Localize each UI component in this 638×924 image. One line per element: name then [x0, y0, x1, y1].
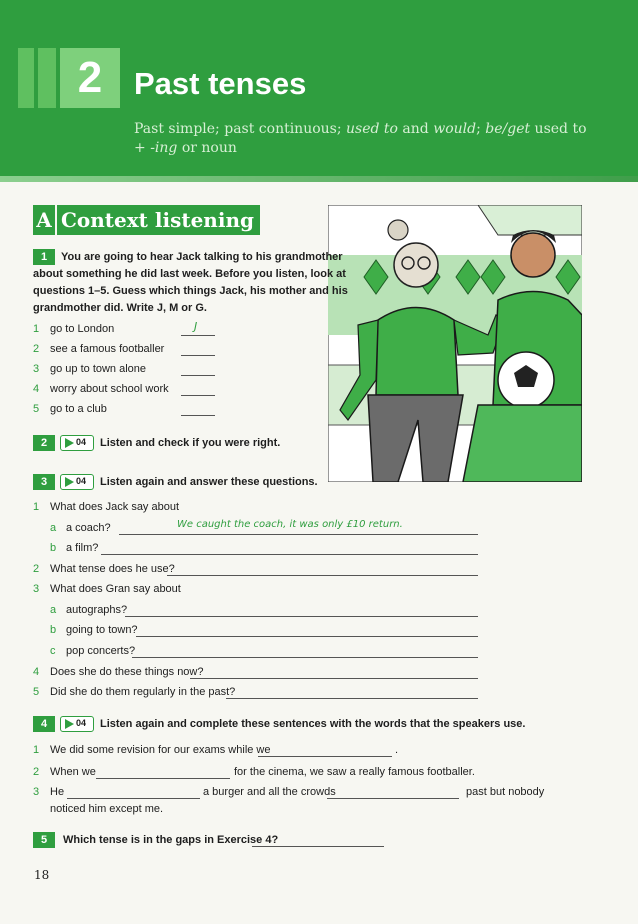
subtitle-part: used to [346, 121, 398, 137]
ex1-instruction-line: questions 1–5. Guess which things Jack, his mother and his [33, 285, 348, 297]
header-decor-bar [38, 48, 56, 108]
gap-blank[interactable] [96, 778, 230, 779]
item-number: 2 [33, 563, 40, 575]
subtitle-part: or noun [177, 140, 237, 156]
ex1-item-text: worry about school work [50, 383, 169, 395]
item-number: 1 [33, 501, 40, 513]
ex4-instruction: Listen again and complete these sentences with the words that the speakers use. [100, 718, 526, 730]
ex1-item-text: see a famous footballer [50, 343, 165, 355]
ex4-sentence: When we [50, 766, 96, 778]
item-number: 4 [33, 666, 40, 678]
ex1-instruction-line: grandmother did. Write J, M or G. [33, 302, 207, 314]
subtitle-part: be/get [485, 121, 531, 137]
track-number: 04 [76, 437, 87, 447]
sub-letter: b [50, 542, 57, 554]
ex4-sentence: . [395, 744, 399, 756]
play-icon [65, 477, 74, 487]
item-number: 4 [33, 383, 40, 395]
ex3-question: What does Jack say about [50, 501, 180, 513]
ex4-sentence: past but nobody [466, 786, 545, 798]
sub-letter: a [50, 522, 57, 534]
sub-letter: c [50, 645, 56, 657]
ex3-question: pop concerts? [66, 645, 136, 657]
answer-line[interactable] [226, 698, 478, 699]
play-icon [65, 438, 74, 448]
ex1-item-text: go to a club [50, 403, 107, 415]
audio-track-button[interactable] [60, 435, 94, 451]
ex5-instruction: Which tense is in the gaps in Exercise 4? [63, 834, 279, 846]
subtitle-part: ; [476, 121, 486, 137]
subtitle-part: Past simple; past continuous; [134, 121, 347, 137]
item-number: 1 [33, 744, 40, 756]
unit-subtitle [134, 120, 594, 158]
answer-blank[interactable] [181, 395, 215, 396]
answer-line[interactable] [136, 636, 478, 637]
answer-line[interactable] [167, 575, 478, 576]
ex1-instruction-line: You are going to hear Jack talking to his grandmother [61, 251, 343, 263]
answer-blank[interactable] [181, 415, 215, 416]
sub-letter: a [50, 604, 57, 616]
ex1-item-text: go to London [50, 323, 115, 335]
header-decor-bar [18, 48, 34, 108]
answer-blank[interactable] [181, 335, 215, 336]
item-number: 3 [33, 786, 40, 798]
track-number: 04 [76, 718, 87, 728]
answer-line[interactable] [190, 678, 478, 679]
answer-blank[interactable] [181, 375, 215, 376]
exercise-2-badge: 2 [33, 435, 55, 451]
exercise-3-badge: 3 [33, 474, 55, 490]
unit-header [0, 0, 638, 176]
section-name: Context listening [57, 205, 260, 235]
section-letter: A [33, 205, 55, 235]
ex3-question: autographs? [66, 604, 128, 616]
answer-line[interactable] [252, 846, 384, 847]
gap-blank[interactable] [327, 798, 459, 799]
audio-track-button[interactable] [60, 474, 94, 490]
item-number: 2 [33, 766, 40, 778]
answer-line[interactable] [101, 554, 478, 555]
ex1-instruction-line: about something he did last week. Before you listen, look at [33, 268, 346, 280]
subtitle-part: and [397, 121, 434, 137]
section-title [33, 205, 260, 235]
subtitle-part: would [433, 121, 477, 137]
ex3-question: going to town? [66, 624, 138, 636]
item-number: 1 [33, 323, 40, 335]
answer-blank[interactable] [181, 355, 215, 356]
exercise-1-badge: 1 [33, 249, 55, 265]
unit-title: Past tenses [134, 66, 307, 101]
answer-line[interactable] [119, 534, 478, 535]
ex4-sentence: a burger and all the crowds [203, 786, 336, 798]
item-number: 5 [33, 686, 40, 698]
ex3-question: a coach? [66, 522, 111, 534]
item-number: 2 [33, 343, 40, 355]
grandmother-and-boy-illustration [328, 205, 582, 482]
ex4-sentence: We did some revision for our exams while we [50, 744, 271, 756]
unit-number: 2 [60, 48, 120, 108]
item-number: 5 [33, 403, 40, 415]
ex4-sentence: He [50, 786, 65, 798]
track-number: 04 [76, 476, 87, 486]
answer-line[interactable] [125, 616, 478, 617]
ex3-handwritten-answer: We caught the coach, it was only £10 return. [177, 519, 403, 530]
gap-blank[interactable] [67, 798, 200, 799]
ex1-item-text: go up to town alone [50, 363, 147, 375]
item-number: 3 [33, 363, 40, 375]
exercise-4-badge: 4 [33, 716, 55, 732]
ex3-question: What tense does he use? [50, 563, 175, 575]
audio-track-button[interactable] [60, 716, 94, 732]
ex3-question: What does Gran say about [50, 583, 181, 595]
header-stripe [0, 176, 638, 182]
gap-blank[interactable] [258, 756, 392, 757]
ex3-question: Did she do them regularly in the past? [50, 686, 236, 698]
ex4-sentence: noticed him except me. [50, 803, 164, 815]
play-icon [65, 719, 74, 729]
exercise-5-badge: 5 [33, 832, 55, 848]
subtitle-part: used to + [134, 121, 587, 156]
answer-line[interactable] [132, 657, 478, 658]
page-number: 18 [34, 868, 50, 882]
ex3-question: Does she do these things now? [50, 666, 204, 678]
ex2-instruction: Listen and check if you were right. [100, 437, 281, 449]
ex4-sentence: for the cinema, we saw a really famous footballer. [234, 766, 475, 778]
ex3-instruction: Listen again and answer these questions. [100, 476, 318, 488]
ex3-question: a film? [66, 542, 99, 554]
ex1-item-answer: J [194, 320, 198, 333]
subtitle-part: -ing [150, 140, 178, 156]
sub-letter: b [50, 624, 57, 636]
item-number: 3 [33, 583, 40, 595]
